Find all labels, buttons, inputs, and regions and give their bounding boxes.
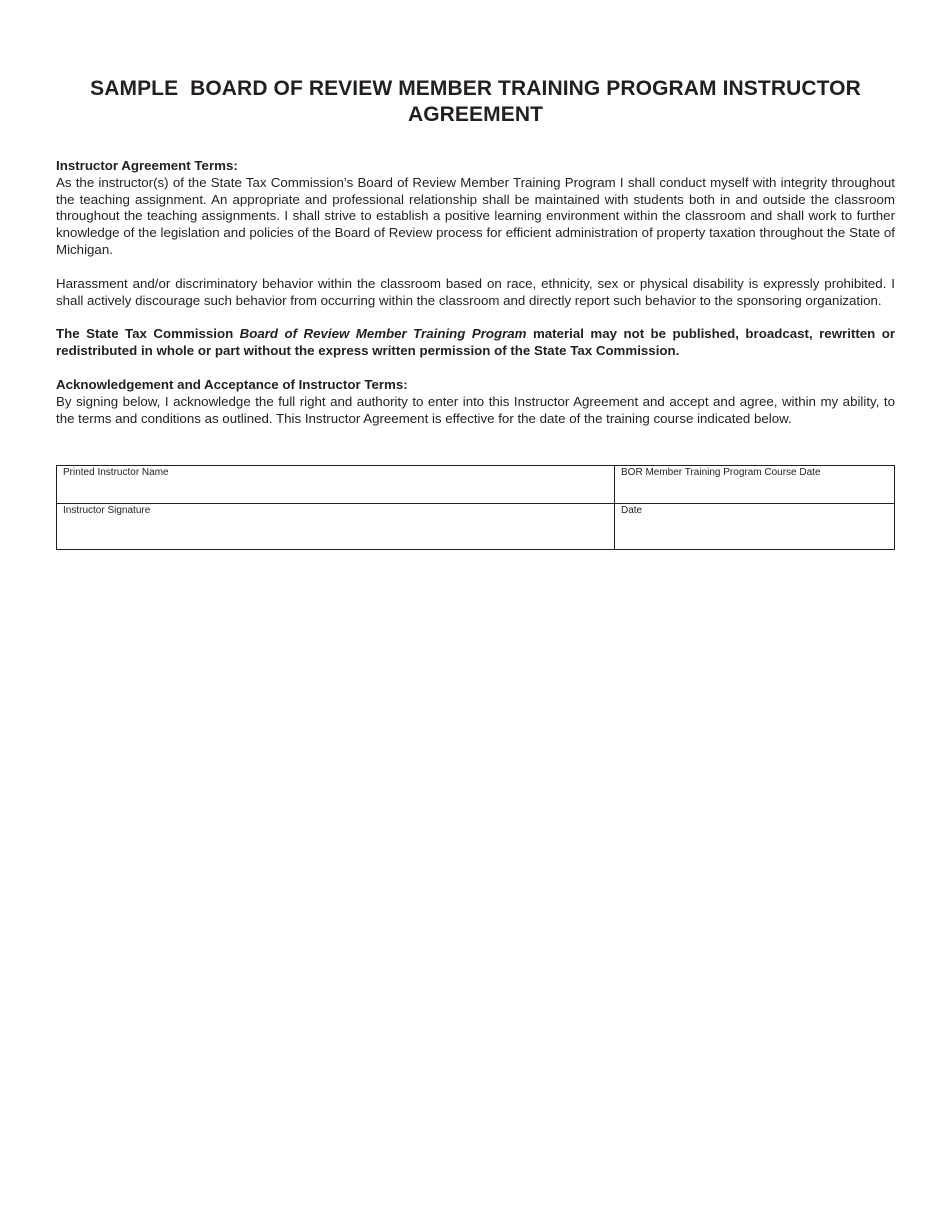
- document-title: SAMPLE BOARD OF REVIEW MEMBER TRAINING PROGRAM INSTRUCTOR AGREEMENT: [90, 77, 867, 126]
- harassment-paragraph: Harassment and/or discriminatory behavior within the classroom based on race, ethnicity, sex or physical disability is expressly prohibited. I shall actively discourage such behavior from occurring within the classroom and directly report such behavior to the sponsoring organization.: [56, 275, 895, 308]
- copyright-lead: The State Tax Commission: [56, 326, 240, 342]
- form-row-name: [57, 466, 895, 504]
- form-row-signature: [57, 504, 895, 550]
- printed-name-field[interactable]: [57, 466, 615, 504]
- acknowledgement-heading: Acknowledgement and Acceptance of Instructor Terms:: [56, 376, 408, 392]
- signature-field[interactable]: [57, 504, 615, 550]
- date-field[interactable]: [615, 504, 895, 550]
- instructor-terms-paragraph: As the instructor(s) of the State Tax Commission’s Board of Review Member Training Program I shall conduct myself with integrity throughout the teaching assignment. An appropriate and professional relationship shall be maintained with students both in and outside the classroom throughout the teaching assignments. I shall strive to establish a positive learning environment within the classroom and shall work to further knowledge of the legislation and policies of the Board of Review process for efficient administration of property taxation throughout the State of Michigan.: [56, 174, 895, 257]
- copyright-paragraph: [56, 326, 895, 360]
- course-date-field[interactable]: [615, 466, 895, 504]
- signature-label: Instructor Signature: [63, 505, 151, 516]
- date-label: Date: [621, 505, 643, 516]
- harassment-section: [56, 276, 895, 310]
- printed-name-label: Printed Instructor Name: [63, 467, 169, 478]
- course-date-label: BOR Member Training Program Course Date: [621, 467, 821, 478]
- document-page: [56, 76, 895, 427]
- signature-form: [56, 465, 895, 550]
- copyright-notice: [56, 326, 895, 360]
- acknowledgement-paragraph: By signing below, I acknowledge the full right and authority to enter into this Instructor Agreement and accept and agree, within my ability, to the terms and conditions as outlined. This Instructor Agreement is effective for the date of the training course indicated below.: [56, 393, 895, 426]
- instructor-terms-section: [56, 158, 895, 259]
- instructor-terms-heading: Instructor Agreement Terms:: [56, 158, 238, 173]
- acknowledgement-section: [56, 377, 895, 427]
- program-name: Board of Review Member Training Program: [239, 326, 527, 342]
- copyright-rest: material may not be published, broadcast, rewritten or redistributed in whole or part without the express written permission of the State Tax Commission.: [56, 326, 896, 359]
